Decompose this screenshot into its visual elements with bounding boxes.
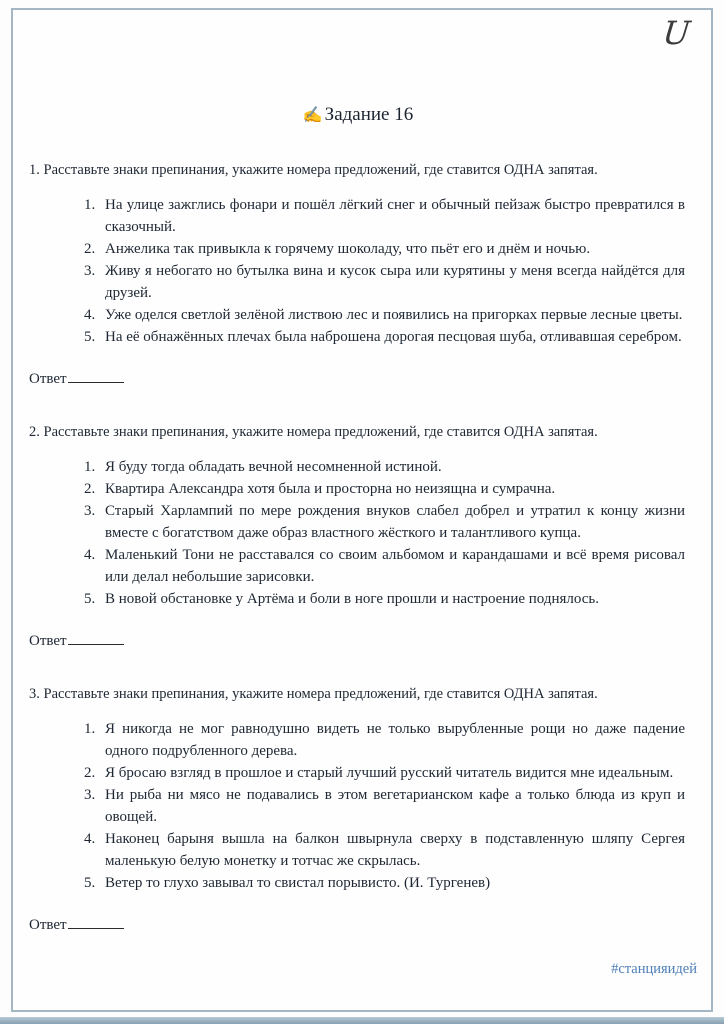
task-2-sentence-list	[29, 456, 687, 610]
task-2-answer-row	[29, 631, 687, 650]
sentence-item: 3. Живу я небогато но бутылка вина и кусок сыра или курятины у меня всегда найдётся для друзей.	[99, 260, 685, 304]
page-title-row	[29, 104, 687, 126]
page-content	[13, 10, 711, 1010]
task-3-answer-row	[29, 915, 687, 934]
writing-hand-icon: ✍	[302, 107, 323, 124]
sentence-item: 2. Я бросаю взгляд в прошлое и старый лучший русский читатель видится мне идеальным.	[99, 762, 685, 784]
answer-blank	[68, 369, 124, 383]
bottom-border-band	[0, 1017, 724, 1024]
answer-blank	[68, 915, 124, 929]
task-1-instruction: 1. Расставьте знаки препинания, укажите номера предложений, где ставится ОДНА запятая.	[29, 162, 598, 178]
answer-label: Ответ	[29, 917, 67, 933]
sentence-item: 2. Квартира Александра хотя была и просторна но неизящна и сумрачна.	[99, 478, 685, 500]
answer-label: Ответ	[29, 371, 67, 387]
sentence-item: 2. Анжелика так привыкла к горячему шоколаду, что пьёт его и днём и ночью.	[99, 238, 685, 260]
sentence-item: 4. Уже оделся светлой зелёной листвою лес и появились на пригорках первые лесные цветы.	[99, 304, 685, 326]
sentence-item: 5. В новой обстановке у Артёма и боли в ноге прошли и настроение поднялось.	[99, 588, 685, 610]
answer-blank	[68, 631, 124, 645]
sentence-item: 1. На улице зажглись фонари и пошёл лёгкий снег и обычный пейзаж быстро превратился в сказочный.	[99, 194, 685, 238]
task-3-instruction: 3. Расставьте знаки препинания, укажите номера предложений, где ставится ОДНА запятая.	[29, 686, 598, 702]
task-2-instruction: 2. Расставьте знаки препинания, укажите номера предложений, где ставится ОДНА запятая.	[29, 424, 598, 440]
sentence-item: 1. Я никогда не мог равнодушно видеть не только вырубленные рощи но даже падение одного подрубленного дерева.	[99, 718, 685, 762]
task-1-answer-row	[29, 369, 687, 388]
task-1-sentence-list	[29, 194, 687, 348]
sentence-item: 1. Я буду тогда обладать вечной несомненной истиной.	[99, 456, 685, 478]
sentence-item: 4. Наконец барыня вышла на балкон швырнула сверху в подставленную шляпу Сергея маленькую белую монетку и тотчас же скрылась.	[99, 828, 685, 872]
sentence-item: 3. Старый Харлампий по мере рождения внуков слабел добрел и утратил к концу жизни вместе с богатством даже образ властного жёсткого и талантливого купца.	[99, 500, 685, 544]
sentence-item: 3. Ни рыба ни мясо не подавались в этом вегетарианском кафе а только блюда из круп и овощей.	[99, 784, 685, 828]
task-3-sentence-list	[29, 718, 687, 894]
sentence-item: 5. Ветер то глухо завывал то свистал порывисто. (И. Тургенев)	[99, 872, 685, 894]
answer-label: Ответ	[29, 633, 67, 649]
hashtag-link[interactable]: #станцияидей	[611, 961, 697, 977]
logo-monogram: U	[661, 14, 692, 52]
page-title: Задание 16	[324, 104, 414, 125]
sentence-item: 5. На её обнажённых плечах была наброшена дорогая песцовая шуба, отливавшая серебром.	[99, 326, 685, 348]
sentence-item: 4. Маленький Тони не расставался со своим альбомом и карандашами и всё время рисовал или делал небольшие зарисовки.	[99, 544, 685, 588]
